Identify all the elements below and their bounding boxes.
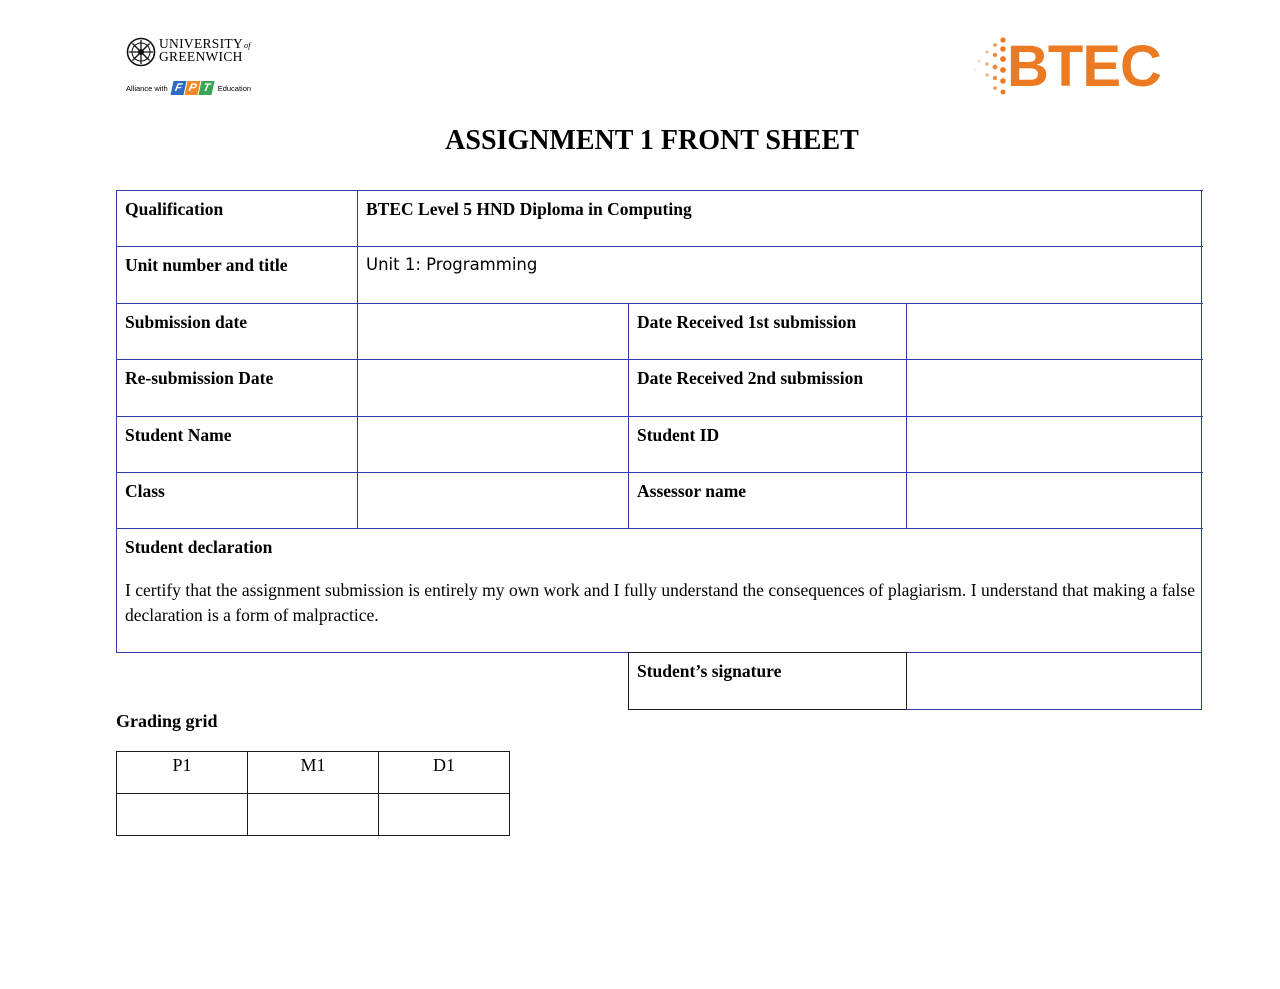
date-received-2nd-field[interactable] — [906, 359, 1202, 416]
fpt-logo-icon: F P T — [172, 81, 214, 95]
table-row-line — [116, 652, 628, 653]
class-label: Class — [125, 481, 165, 501]
btec-dots-icon — [971, 36, 1011, 98]
grading-grid-title: Grading grid — [116, 711, 218, 731]
front-sheet-table — [116, 190, 1203, 710]
grade-header-p1: P1 — [117, 752, 248, 794]
grade-value-d1[interactable] — [379, 794, 510, 836]
student-signature-label: Student’s signature — [637, 661, 782, 681]
alliance-with-fpt: Alliance with F P T Education — [126, 82, 252, 94]
date-received-2nd-label: Date Received 2nd submission — [637, 368, 864, 388]
student-signature-field[interactable] — [906, 652, 1202, 709]
grading-grid-header-row — [117, 752, 510, 794]
student-id-label: Student ID — [637, 425, 720, 445]
assessor-name-label: Assessor name — [637, 481, 747, 501]
university-name-line1: UNIVERSITYof — [159, 36, 251, 51]
grading-grid-table — [116, 751, 510, 836]
grade-header-m1: M1 — [248, 752, 379, 794]
student-id-field[interactable] — [906, 416, 1202, 472]
btec-logo — [971, 36, 1167, 98]
grade-header-d1: D1 — [379, 752, 510, 794]
submission-date-label: Submission date — [125, 312, 248, 332]
student-name-label: Student Name — [125, 425, 232, 445]
grade-value-p1[interactable] — [117, 794, 248, 836]
unit-label: Unit number and title — [125, 255, 288, 275]
grade-value-m1[interactable] — [248, 794, 379, 836]
resubmission-date-label: Re-submission Date — [125, 368, 274, 388]
date-received-1st-field[interactable] — [906, 303, 1202, 359]
signature-box-bottom — [628, 709, 907, 710]
class-field[interactable] — [357, 472, 628, 528]
signature-box-bottom — [906, 709, 1202, 710]
unit-value[interactable]: Unit 1: Programming — [366, 255, 538, 274]
page-title: ASSIGNMENT 1 FRONT SHEET — [445, 125, 859, 156]
student-declaration-heading: Student declaration — [125, 537, 273, 557]
assessor-name-field[interactable] — [906, 472, 1202, 528]
qualification-value[interactable]: BTEC Level 5 HND Diploma in Computing — [366, 199, 692, 219]
qualification-label: Qualification — [125, 199, 224, 219]
university-name-line2: GREENWICH — [159, 49, 243, 64]
university-greenwich-logo — [126, 36, 266, 102]
grading-grid-value-row — [117, 794, 510, 836]
student-declaration-text: I certify that the assignment submission is entirely my own work and I fully understand the consequences of plagiarism. I understand that making a false declaration is a form of malpractice. — [125, 580, 1195, 625]
university-seal-icon — [126, 37, 156, 67]
student-name-field[interactable] — [357, 416, 628, 472]
resubmission-date-field[interactable] — [357, 359, 628, 416]
submission-date-field[interactable] — [357, 303, 628, 359]
btec-wordmark: BTEC — [1007, 34, 1161, 99]
date-received-1st-label: Date Received 1st submission — [637, 312, 857, 332]
